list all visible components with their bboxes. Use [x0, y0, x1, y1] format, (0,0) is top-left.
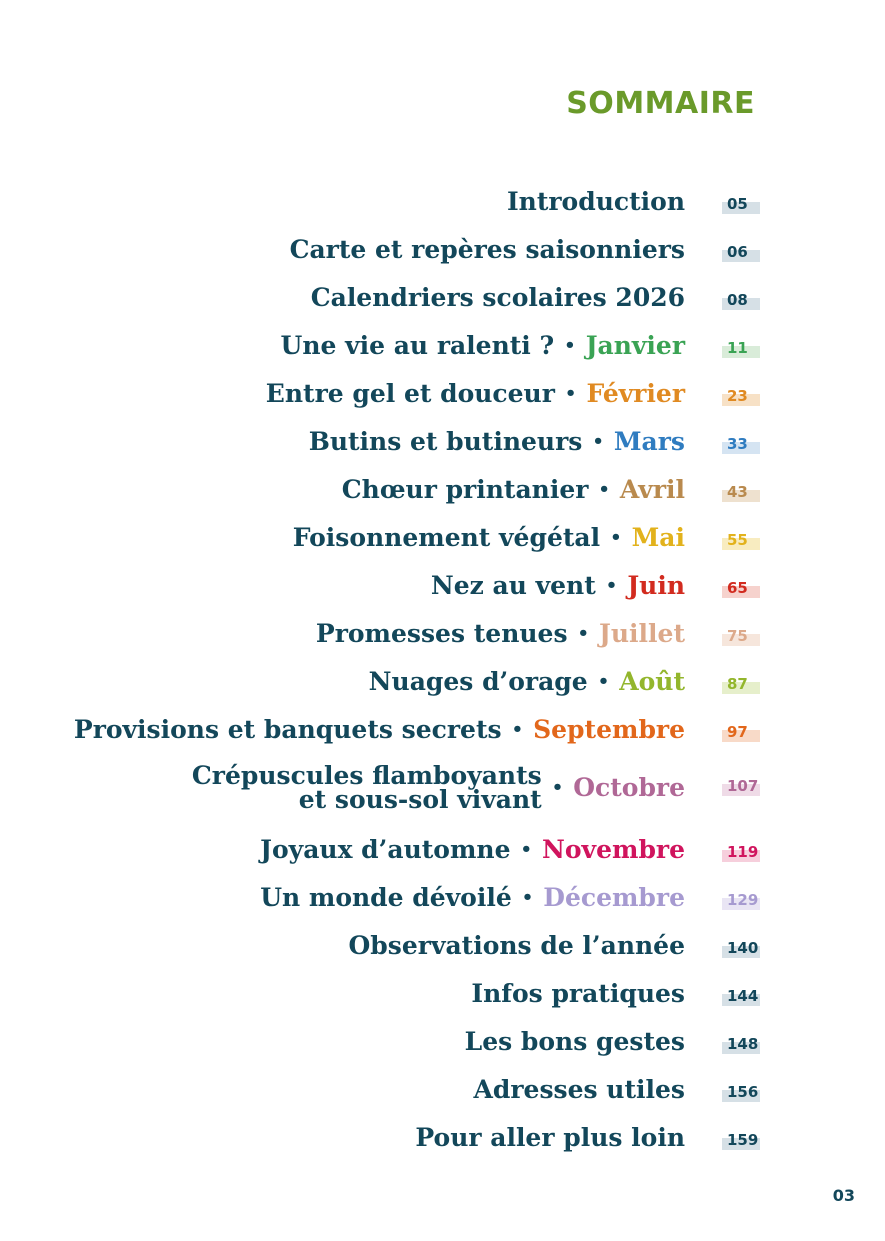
toc-entry-text: Entre gel et douceur	[265, 379, 555, 408]
toc-entry[interactable]	[0, 878, 885, 918]
toc-entry-text: Foisonnement végétal	[292, 523, 601, 552]
toc-entry-label	[415, 1118, 685, 1158]
toc-entry-label	[260, 878, 685, 918]
toc-entry-label	[74, 710, 685, 750]
toc-entry-label	[311, 278, 685, 318]
toc-entry[interactable]	[0, 830, 885, 870]
toc-entry-text: Une vie au ralenti ?	[280, 331, 555, 360]
toc-entry-month: Janvier	[585, 331, 685, 360]
separator-dot-icon: •	[577, 623, 590, 644]
toc-entry-page: 11	[722, 336, 760, 358]
toc-entry-text: Provisions et banquets secrets	[73, 715, 502, 744]
toc-entry-label	[431, 566, 685, 606]
toc-entry-text: Infos pratiques	[471, 979, 685, 1008]
toc-entry[interactable]	[0, 470, 885, 510]
toc-entry-text: Observations de l’année	[348, 931, 685, 960]
toc-entry-page: 87	[722, 672, 760, 694]
separator-dot-icon: •	[610, 527, 622, 548]
separator-dot-icon: •	[521, 887, 534, 908]
toc-entry-page: 140	[722, 936, 760, 958]
toc-entry-text: Nuages d’orage	[368, 667, 588, 696]
separator-dot-icon: •	[592, 431, 604, 452]
toc-entry-month: Septembre	[533, 715, 685, 744]
toc-entry-label	[191, 761, 685, 814]
toc-entry-month: Décembre	[543, 883, 685, 912]
toc-entry-label	[266, 374, 685, 414]
toc-entry-page: 97	[722, 720, 760, 742]
toc-entry[interactable]	[0, 230, 885, 270]
toc-entry[interactable]	[0, 182, 885, 222]
toc-entry-label	[290, 230, 685, 270]
toc-entry-text: Butins et butineurs	[308, 427, 583, 456]
toc-entry-page: 129	[722, 888, 760, 910]
toc-entry-label	[465, 1022, 685, 1062]
toc-entry-text: Les bons gestes	[464, 1027, 685, 1056]
toc-entry-page: 144	[722, 984, 760, 1006]
toc-entry[interactable]	[0, 614, 885, 654]
toc-entry[interactable]	[0, 1070, 885, 1110]
toc-entry[interactable]	[0, 1118, 885, 1158]
toc-entry-label	[316, 614, 685, 654]
toc-entry-text: Pour aller plus loin	[415, 1123, 685, 1152]
toc-entry-page: 43	[722, 480, 760, 502]
toc-entry-month: Mai	[631, 523, 685, 552]
separator-dot-icon: •	[551, 777, 564, 798]
toc-entry-page: 159	[722, 1128, 760, 1150]
toc-entry-text: Chœur printanier	[341, 475, 589, 504]
toc-entry-page: 119	[722, 840, 760, 862]
toc-entry-page: 05	[722, 192, 760, 214]
toc-entry-page: 107	[722, 774, 760, 796]
toc-entry[interactable]	[0, 662, 885, 702]
toc-entry-page: 33	[722, 432, 760, 454]
toc-entry-text: Un monde dévoilé	[260, 883, 512, 912]
toc-entry-text-line1: Crépuscules flamboyants	[191, 761, 542, 790]
toc-entry[interactable]	[0, 422, 885, 462]
toc-entry-page: 06	[722, 240, 760, 262]
toc-entry-month: Juillet	[599, 619, 685, 648]
toc-entry-text: Promesses tenues	[315, 619, 568, 648]
toc-entry[interactable]	[0, 1022, 885, 1062]
toc-entry-page: 65	[722, 576, 760, 598]
page-number: 03	[832, 1186, 855, 1205]
toc-entry-label	[474, 1070, 686, 1110]
separator-dot-icon: •	[520, 839, 533, 860]
toc-entry-page: 75	[722, 624, 760, 646]
toc-entry-label	[507, 182, 685, 222]
toc-entry-label	[260, 830, 685, 870]
toc-entry-text: Introduction	[506, 187, 685, 216]
separator-dot-icon: •	[564, 335, 576, 356]
toc-entry-label	[369, 662, 685, 702]
toc-entry[interactable]	[0, 278, 885, 318]
toc-entry-text: Nez au vent	[430, 571, 596, 600]
toc-entry[interactable]	[0, 518, 885, 558]
toc-entry-text: Joyaux d’automne	[260, 835, 511, 864]
toc-entry-page: 148	[722, 1032, 760, 1054]
toc-entry-text: Adresses utiles	[473, 1075, 685, 1104]
toc-entry-month: Avril	[619, 475, 685, 504]
toc-entry-label	[281, 326, 685, 366]
separator-dot-icon: •	[605, 575, 618, 596]
toc-entry-month: Novembre	[542, 835, 685, 864]
toc-entry-month: Août	[619, 667, 685, 696]
separator-dot-icon: •	[511, 719, 524, 740]
toc-entry-page: 08	[722, 288, 760, 310]
toc-entry-month: Mars	[613, 427, 685, 456]
toc-entry-label	[471, 974, 685, 1014]
toc-entry[interactable]	[0, 710, 885, 750]
toc-entry-page: 156	[722, 1080, 760, 1102]
toc-entry[interactable]	[0, 326, 885, 366]
toc-entry[interactable]	[0, 566, 885, 606]
toc-entry-label	[293, 518, 685, 558]
toc-entry-month: Juin	[627, 571, 685, 600]
toc-entry-page: 55	[722, 528, 760, 550]
page-title: SOMMAIRE	[566, 86, 755, 121]
separator-dot-icon: •	[598, 479, 610, 500]
toc-entry-text: Calendriers scolaires 2026	[310, 283, 685, 312]
toc-entry[interactable]	[0, 374, 885, 414]
toc-entry-text	[191, 761, 542, 814]
separator-dot-icon: •	[597, 671, 610, 692]
toc-entry[interactable]	[0, 926, 885, 966]
toc-entry-month: Octobre	[573, 773, 685, 802]
toc-entry-label	[342, 470, 685, 510]
toc-entry-label	[349, 926, 685, 966]
separator-dot-icon: •	[564, 383, 577, 404]
toc-entry-month: Février	[586, 379, 685, 408]
toc-entry-label	[309, 422, 685, 462]
toc-entry[interactable]	[0, 974, 885, 1014]
toc-entry-text-line2: et sous-sol vivant	[298, 785, 542, 814]
toc-entry[interactable]	[0, 761, 885, 814]
toc-entry-page: 23	[722, 384, 760, 406]
toc-entry-text: Carte et repères saisonniers	[289, 235, 685, 264]
